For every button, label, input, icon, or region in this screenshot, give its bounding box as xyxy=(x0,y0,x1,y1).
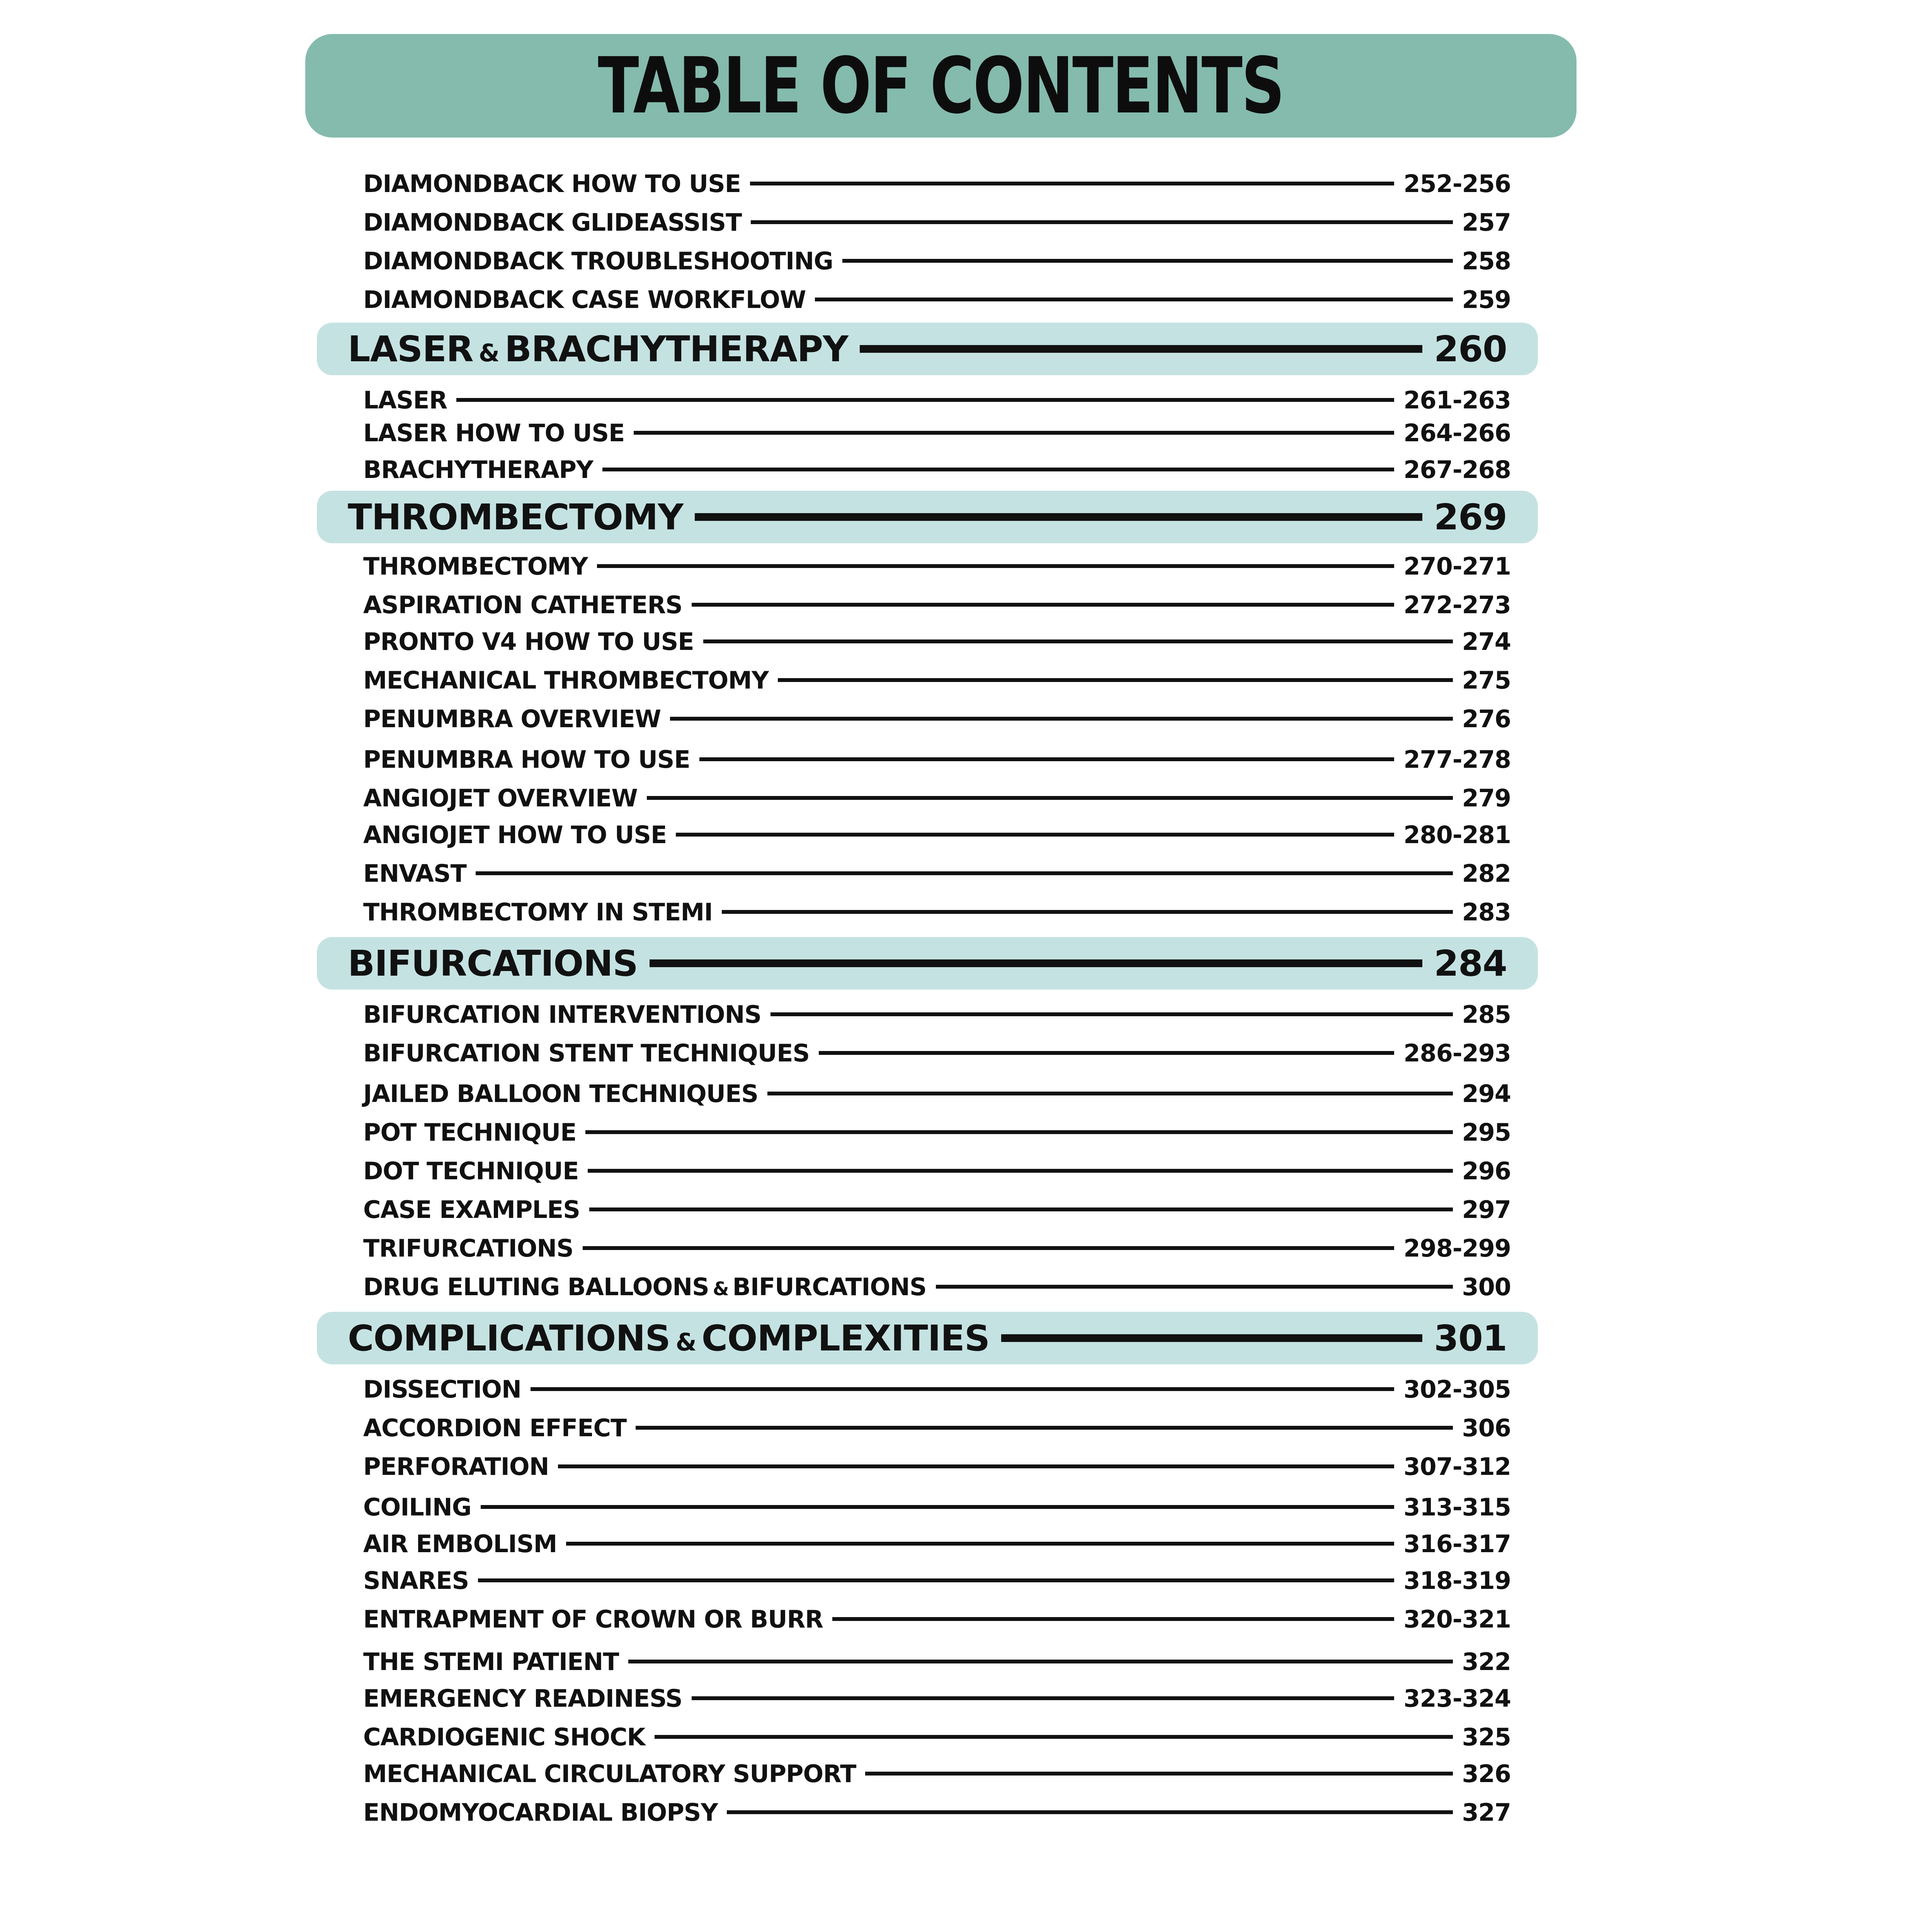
entry-title: TRIFURCATIONS xyxy=(363,1234,573,1262)
entry-title: COILING xyxy=(363,1493,471,1521)
leader-line xyxy=(722,910,1452,914)
toc-entry xyxy=(363,205,1511,240)
toc-entry xyxy=(363,282,1511,317)
entry-title: PERFORATION xyxy=(363,1452,549,1481)
leader-line xyxy=(767,1092,1453,1095)
page-number: 258 xyxy=(1462,247,1511,275)
entry-title: DISSECTION xyxy=(363,1375,521,1403)
toc-entry xyxy=(363,1602,1511,1636)
toc-entry xyxy=(363,1115,1511,1150)
page-number: 267-268 xyxy=(1403,455,1511,484)
title-part: DRUG ELUTING BALLOONS xyxy=(363,1272,709,1301)
toc-entry xyxy=(363,624,1511,659)
page-number: 283 xyxy=(1462,898,1511,926)
ampersand: & xyxy=(675,1328,696,1356)
toc-entry xyxy=(363,549,1511,583)
leader-line xyxy=(936,1285,1453,1289)
page-number: 298-299 xyxy=(1403,1234,1511,1262)
toc-section-header xyxy=(317,937,1538,990)
entry-title: PENUMBRA HOW TO USE xyxy=(363,745,690,774)
page-number: 300 xyxy=(1462,1272,1511,1301)
page-number: 323-324 xyxy=(1403,1684,1511,1713)
page-number: 322 xyxy=(1462,1647,1511,1676)
entry-title: POT TECHNIQUE xyxy=(363,1118,577,1146)
entry-title: AIR EMBOLISM xyxy=(363,1529,557,1558)
entry-title: ENVAST xyxy=(363,859,466,888)
leader-line xyxy=(628,1660,1453,1663)
leader-line xyxy=(865,1772,1452,1776)
leader-line xyxy=(670,717,1452,721)
toc-entry xyxy=(363,1756,1511,1791)
leader-line xyxy=(650,959,1422,967)
leader-line xyxy=(456,398,1394,402)
entry-title xyxy=(363,1273,927,1301)
entry-title: CARDIOGENIC SHOCK xyxy=(363,1723,645,1751)
leader-line xyxy=(832,1617,1394,1621)
toc-entry xyxy=(363,383,1511,417)
leader-line xyxy=(476,871,1453,875)
page-number: 326 xyxy=(1462,1759,1511,1788)
entry-title: ANGIOJET OVERVIEW xyxy=(363,784,638,812)
toc-entry xyxy=(363,1036,1511,1070)
toc-entry xyxy=(363,1372,1511,1406)
page-number: 306 xyxy=(1462,1413,1511,1442)
entry-title: EMERGENCY READINESS xyxy=(363,1684,682,1713)
toc-entry xyxy=(363,1076,1511,1111)
section-title xyxy=(348,328,848,370)
entry-title: SNARES xyxy=(363,1566,469,1595)
leader-line xyxy=(588,1169,1452,1173)
entry-title: JAILED BALLOON TECHNIQUES xyxy=(363,1079,759,1108)
page-number: 285 xyxy=(1462,1000,1511,1029)
leader-line xyxy=(815,298,1452,301)
toc-entry xyxy=(363,166,1511,201)
leader-line xyxy=(770,1012,1452,1016)
page-number: 297 xyxy=(1462,1195,1511,1224)
page-number: 282 xyxy=(1462,859,1511,888)
page-number: 272-273 xyxy=(1403,590,1511,619)
toc-section-header xyxy=(317,1312,1538,1364)
leader-line xyxy=(750,182,1394,185)
entry-title: DIAMONDBACK CASE WORKFLOW xyxy=(363,285,806,314)
leader-line xyxy=(597,564,1394,568)
entry-title: LASER xyxy=(363,386,447,414)
entry-title: BIFURCATION STENT TECHNIQUES xyxy=(363,1039,810,1067)
toc-entry xyxy=(363,856,1511,891)
ampersand: & xyxy=(713,1278,729,1300)
page-number: 264-266 xyxy=(1403,418,1511,447)
leader-line xyxy=(585,1130,1452,1134)
toc-section-header xyxy=(317,491,1538,543)
title-part: LASER xyxy=(348,328,473,370)
entry-title: CASE EXAMPLES xyxy=(363,1195,580,1224)
page-number: 320-321 xyxy=(1403,1605,1511,1633)
entry-title: ANGIOJET HOW TO USE xyxy=(363,820,667,849)
page-number: 275 xyxy=(1462,666,1511,694)
section-title xyxy=(348,497,683,538)
title-part: COMPLEXITIES xyxy=(701,1317,990,1359)
entry-title: THROMBECTOMY xyxy=(363,552,588,580)
leader-line xyxy=(566,1542,1394,1546)
toc-entry xyxy=(363,415,1511,450)
toc-entry xyxy=(363,1269,1511,1304)
page-number: 296 xyxy=(1462,1156,1511,1185)
leader-line xyxy=(860,345,1422,353)
leader-line xyxy=(481,1505,1395,1509)
leader-line xyxy=(1001,1334,1422,1342)
leader-line xyxy=(778,678,1453,682)
page-number: 295 xyxy=(1462,1118,1511,1146)
toc-entry xyxy=(363,1681,1511,1716)
title-part: COMPLICATIONS xyxy=(348,1317,670,1359)
toc-entry xyxy=(363,742,1511,777)
leader-line xyxy=(676,833,1394,837)
entry-title: THROMBECTOMY IN STEMI xyxy=(363,898,713,926)
page-number: 259 xyxy=(1462,285,1511,314)
entry-title: PRONTO V4 HOW TO USE xyxy=(363,627,694,656)
page-number: 261-263 xyxy=(1403,386,1511,414)
page-number: 270-271 xyxy=(1403,552,1511,580)
leader-line xyxy=(842,259,1453,263)
page-number: 279 xyxy=(1462,784,1511,812)
page-number: 301 xyxy=(1434,1317,1507,1359)
entry-title: ENDOMYOCARDIAL BIOPSY xyxy=(363,1798,718,1827)
page-number: 316-317 xyxy=(1403,1529,1511,1558)
entry-title: PENUMBRA OVERVIEW xyxy=(363,704,661,733)
leader-line xyxy=(692,603,1395,607)
title-part: BIFURCATIONS xyxy=(348,942,638,984)
leader-line xyxy=(602,468,1395,471)
toc-entry xyxy=(363,1449,1511,1484)
page-number: 327 xyxy=(1462,1798,1511,1827)
toc-entry xyxy=(363,663,1511,697)
entry-title: DOT TECHNIQUE xyxy=(363,1156,579,1185)
page-number: 318-319 xyxy=(1403,1566,1511,1595)
toc-entry xyxy=(363,1231,1511,1265)
entry-title: BIFURCATION INTERVENTIONS xyxy=(363,1000,762,1029)
toc-entry xyxy=(363,1644,1511,1679)
leader-line xyxy=(583,1246,1395,1250)
entry-title: DIAMONDBACK GLIDEASSIST xyxy=(363,208,742,236)
leader-line xyxy=(692,1696,1395,1700)
page-number: 307-312 xyxy=(1403,1452,1511,1481)
toc-entry xyxy=(363,587,1511,622)
page-title: TABLE OF CONTENTS xyxy=(598,41,1284,131)
page-number: 325 xyxy=(1462,1723,1511,1751)
leader-line xyxy=(655,1735,1453,1739)
page-number: 302-305 xyxy=(1403,1375,1511,1403)
toc-entry xyxy=(363,1795,1511,1830)
leader-line xyxy=(478,1578,1394,1582)
page-number: 313-315 xyxy=(1403,1493,1511,1521)
page-number: 257 xyxy=(1462,208,1511,236)
entry-title: ENTRAPMENT OF CROWN OR BURR xyxy=(363,1605,823,1633)
page-number: 269 xyxy=(1434,496,1507,538)
toc-entry xyxy=(363,1719,1511,1754)
leader-line xyxy=(727,1810,1452,1814)
toc-entry xyxy=(363,1490,1511,1524)
leader-line xyxy=(703,639,1453,643)
toc-entry xyxy=(363,781,1511,815)
entry-title: MECHANICAL CIRCULATORY SUPPORT xyxy=(363,1759,856,1788)
entry-title: DIAMONDBACK TROUBLESHOOTING xyxy=(363,247,833,275)
entry-title: MECHANICAL THROMBECTOMY xyxy=(363,666,769,694)
toc-entry xyxy=(363,243,1511,278)
toc-entry xyxy=(363,701,1511,736)
entry-title: LASER HOW TO USE xyxy=(363,418,625,447)
toc-entry xyxy=(363,1153,1511,1188)
page-number: 286-293 xyxy=(1403,1039,1511,1067)
entry-title: DIAMONDBACK HOW TO USE xyxy=(363,169,741,198)
entry-title: BRACHYTHERAPY xyxy=(363,455,593,484)
title-part: BRACHYTHERAPY xyxy=(504,328,848,370)
ampersand: & xyxy=(478,338,499,367)
leader-line xyxy=(695,513,1422,521)
leader-line xyxy=(636,1426,1452,1430)
toc-entry xyxy=(363,1526,1511,1561)
page-number: 294 xyxy=(1462,1079,1511,1108)
toc-entry xyxy=(363,452,1511,487)
toc-entry xyxy=(363,1192,1511,1227)
section-title xyxy=(348,943,638,984)
page-number: 252-256 xyxy=(1403,169,1511,198)
leader-line xyxy=(634,431,1394,435)
leader-line xyxy=(819,1051,1394,1055)
toc-entry xyxy=(363,997,1511,1032)
page-number: 274 xyxy=(1462,627,1511,656)
page-number: 260 xyxy=(1434,328,1507,370)
page-number: 284 xyxy=(1434,942,1507,984)
leader-line xyxy=(647,796,1453,800)
entry-title: THE STEMI PATIENT xyxy=(363,1647,619,1676)
leader-line xyxy=(558,1464,1394,1468)
entry-title: ASPIRATION CATHETERS xyxy=(363,590,682,619)
toc-entry xyxy=(363,1563,1511,1598)
leader-line xyxy=(751,220,1452,224)
title-part: THROMBECTOMY xyxy=(348,496,683,538)
page-number: 280-281 xyxy=(1403,820,1511,849)
toc-entry xyxy=(363,895,1511,929)
page-number: 276 xyxy=(1462,704,1511,733)
toc-entry xyxy=(363,1410,1511,1445)
entry-title: ACCORDION EFFECT xyxy=(363,1413,627,1442)
section-title xyxy=(348,1318,990,1359)
leader-line xyxy=(699,757,1395,761)
title-part: BIFURCATIONS xyxy=(732,1272,927,1301)
page-number: 277-278 xyxy=(1403,745,1511,774)
leader-line xyxy=(589,1208,1453,1211)
toc-entry xyxy=(363,817,1511,852)
leader-line xyxy=(531,1387,1395,1391)
toc-section-header xyxy=(317,323,1538,375)
